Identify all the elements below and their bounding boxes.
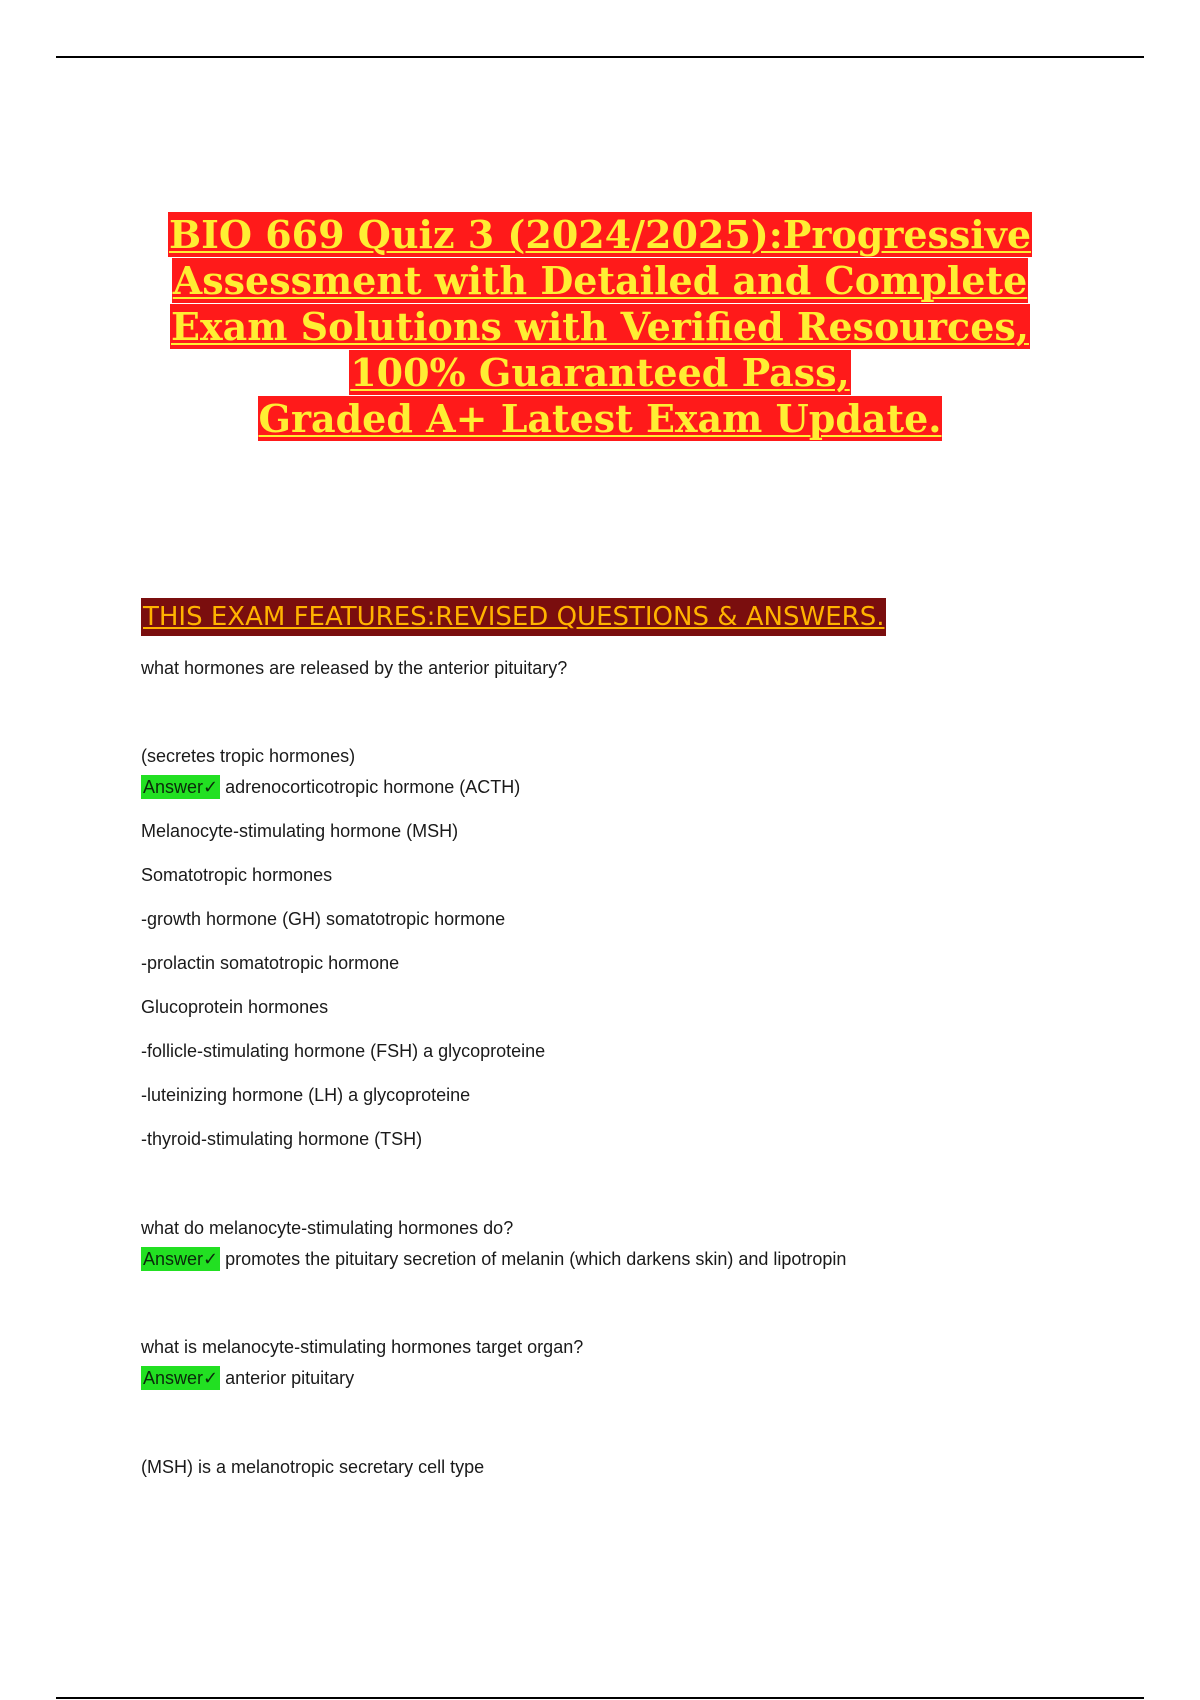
answer-label: Answer✓ (143, 1249, 219, 1269)
title-line-5: Graded A+ Latest Exam Update. (258, 396, 942, 441)
answer-1-detail: Somatotropic hormones (141, 865, 333, 885)
answer-1-detail: -thyroid-stimulating hormone (TSH) (141, 1129, 423, 1149)
answer-label: Answer✓ (143, 777, 219, 797)
answer-2 (141, 1247, 846, 1271)
title-line-2: Assessment with Detailed and Complete (172, 258, 1028, 303)
question-1-note: (secretes tropic hormones) (141, 746, 356, 766)
answer-1-detail: -luteinizing hormone (LH) a glycoproteine (141, 1085, 471, 1105)
bottom-rule (56, 1697, 1144, 1699)
question-3: what is melanocyte-stimulating hormones target organ? (141, 1337, 584, 1357)
answer-1-detail: -prolactin somatotropic hormone (141, 953, 400, 973)
title-line-4: 100% Guaranteed Pass, (350, 350, 850, 395)
answer-1-detail: Glucoprotein hormones (141, 997, 329, 1017)
answer-1 (141, 775, 520, 799)
answer-1-detail: -follicle-stimulating hormone (FSH) a glycoproteine (141, 1041, 546, 1061)
answer-2-text: promotes the pituitary secretion of melanin (which darkens skin) and lipotropin (225, 1249, 847, 1269)
document-title (150, 212, 1050, 442)
question-1: what hormones are released by the anterior pituitary? (141, 658, 568, 678)
question-3-note: (MSH) is a melanotropic secretary cell type (141, 1457, 485, 1477)
answer-1-text: adrenocorticotropic hormone (ACTH) (225, 777, 521, 797)
title-line-3: Exam Solutions with Verified Resources, (171, 304, 1029, 349)
question-2: what do melanocyte-stimulating hormones do? (141, 1218, 514, 1238)
answer-1-detail: Melanocyte-stimulating hormone (MSH) (141, 821, 459, 841)
answer-label: Answer✓ (143, 1368, 219, 1388)
answer-3-text: anterior pituitary (225, 1368, 355, 1388)
answer-3 (141, 1366, 354, 1390)
top-rule (56, 56, 1144, 58)
answer-1-detail: -growth hormone (GH) somatotropic hormone (141, 909, 506, 929)
title-line-1: BIO 669 Quiz 3 (2024/2025):Progressive (169, 212, 1031, 257)
features-banner: THIS EXAM FEATURES:REVISED QUESTIONS & ANSWERS. (141, 598, 886, 636)
